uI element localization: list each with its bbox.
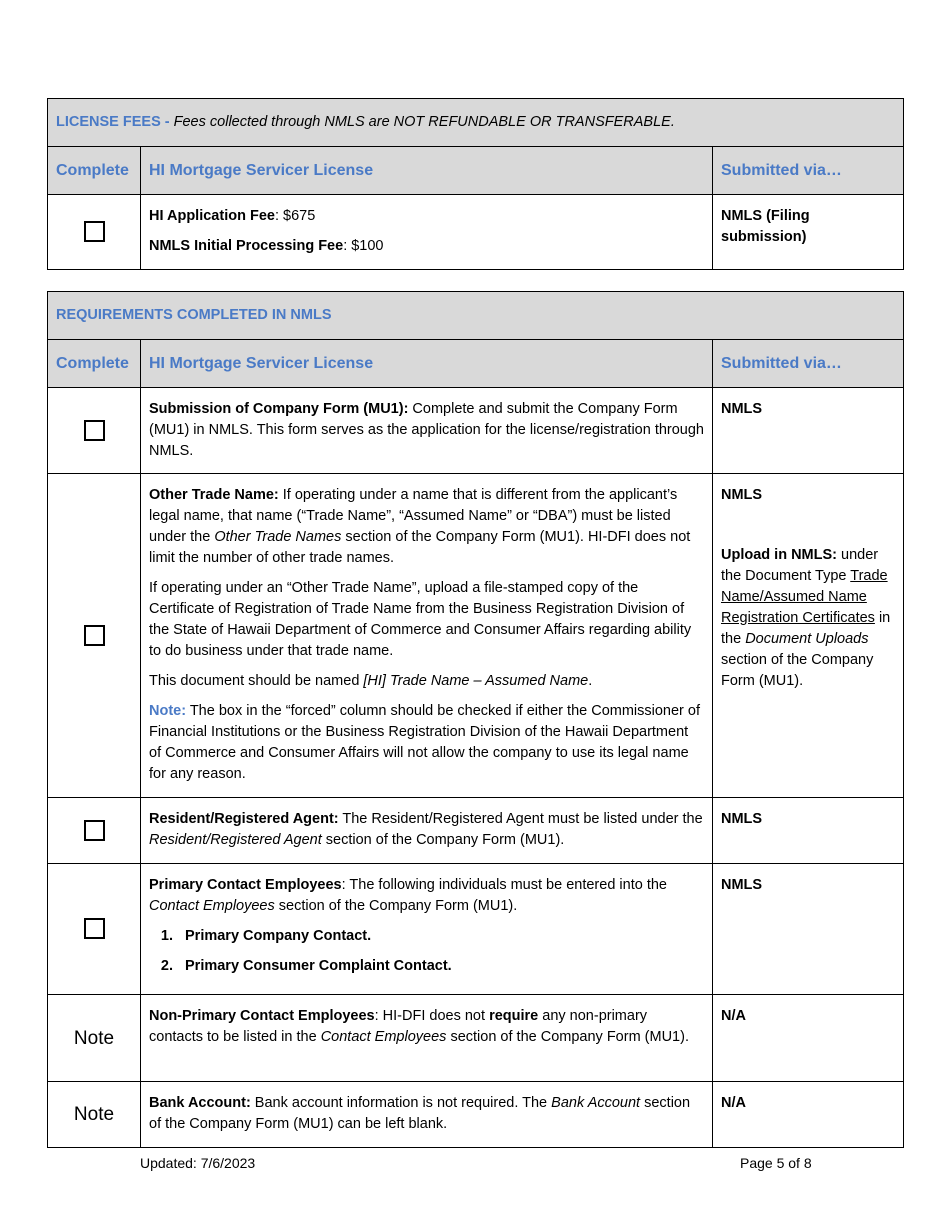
document-type-link: Trade Name/Assumed Name Registration Certificates bbox=[721, 568, 888, 626]
contacts-checkbox[interactable] bbox=[84, 918, 105, 939]
table-row bbox=[48, 474, 904, 798]
row-text: Complete and submit the Company Form (MU1) in NMLS. This form serves as the application for the license/registration through NMLS. bbox=[149, 401, 705, 459]
header-license: HI Mortgage Servicer License bbox=[141, 340, 713, 388]
row-submitted: NMLS bbox=[721, 487, 763, 503]
requirements-table bbox=[47, 291, 904, 1148]
header-complete: Complete bbox=[48, 340, 141, 388]
requirements-title: REQUIREMENTS COMPLETED IN NMLS bbox=[56, 307, 332, 323]
fee2-label: NMLS Initial Processing Fee bbox=[149, 238, 344, 254]
row-text: This document should be named bbox=[149, 673, 364, 689]
row-text: section of the Company Form (MU1). HI-DFI does not limit the number of other trade names. bbox=[149, 529, 691, 566]
row-label: Primary Contact Employees bbox=[149, 877, 342, 893]
upload-text: under the Document Type bbox=[721, 547, 879, 584]
row-submitted: N/A bbox=[721, 1095, 746, 1111]
row-text-bold: require bbox=[489, 1008, 539, 1024]
table-row bbox=[48, 1082, 904, 1148]
upload-label: Upload in NMLS: bbox=[721, 547, 837, 563]
row-text: . bbox=[588, 673, 593, 689]
requirements-banner bbox=[48, 292, 904, 340]
fee-details bbox=[141, 195, 713, 270]
note-text: The box in the “forced” column should be checked if either the Commissioner of Financial Institutions or the Business Registration Division of the Hawaii Department of Commerce and Consumer Affairs will not allow the company to use its legal name for any reason. bbox=[149, 703, 700, 782]
company-form-checkbox[interactable] bbox=[84, 420, 105, 441]
list-item: 2. Primary Consumer Complaint Contact. bbox=[177, 956, 704, 977]
row-text-italic: Resident/Registered Agent bbox=[149, 832, 322, 848]
row-text: section of the Company Form (MU1). bbox=[446, 1029, 689, 1045]
row-label: Bank Account: bbox=[149, 1095, 251, 1111]
fee2-value: : $100 bbox=[343, 238, 384, 254]
header-submitted: Submitted via… bbox=[713, 147, 904, 195]
footer-updated: Updated: 7/6/2023 bbox=[140, 1155, 256, 1171]
row-submitted: N/A bbox=[721, 1008, 746, 1024]
row-text-italic: [HI] Trade Name – Assumed Name bbox=[363, 673, 589, 689]
table-row bbox=[48, 864, 904, 995]
row-text-italic: Other Trade Names bbox=[214, 529, 342, 545]
note-label: Note: bbox=[149, 703, 187, 719]
table-row bbox=[48, 388, 904, 474]
upload-text: section of the Company Form (MU1). bbox=[721, 652, 874, 689]
row-text: Bank account information is not required. The bbox=[250, 1095, 552, 1111]
fee-checkbox-cell bbox=[48, 195, 141, 270]
agent-checkbox[interactable] bbox=[84, 820, 105, 841]
contact-list bbox=[177, 926, 704, 977]
row-text-italic: Contact Employees bbox=[149, 898, 275, 914]
row-text-italic: Contact Employees bbox=[320, 1029, 447, 1045]
note-marker: Note bbox=[48, 1082, 141, 1148]
fee-submitted: NMLS (Filing submission) bbox=[721, 208, 810, 245]
license-fees-subtitle: Fees collected through NMLS are NOT REFUNDABLE OR TRANSFERABLE. bbox=[173, 114, 675, 130]
list-item: 1. Primary Company Contact. bbox=[177, 926, 704, 947]
row-text: any non-primary contacts to be listed in the bbox=[149, 1008, 648, 1045]
row-submitted: NMLS bbox=[721, 401, 763, 417]
row-text: If operating under a name that is different from the applicant’s legal name, that name (“Trade Name”, “Assumed Name” or “DBA”) must be listed under the bbox=[149, 487, 678, 545]
row-label: Other Trade Name: bbox=[149, 487, 279, 503]
license-fees-table bbox=[47, 98, 904, 270]
row-submitted: NMLS bbox=[721, 811, 763, 827]
row-text: The Resident/Registered Agent must be listed under the bbox=[338, 811, 703, 827]
row-paragraph: If operating under an “Other Trade Name”, upload a file-stamped copy of the Certificate of Registration of Trade Name from the Business Registration Division of the State of Hawaii Department of Commerce and Consumer Affairs regarding ability to do business under that trade name. bbox=[149, 580, 692, 659]
row-label: Resident/Registered Agent: bbox=[149, 811, 339, 827]
row-text-italic: Bank Account bbox=[551, 1095, 641, 1111]
row-text: : The following individuals must be entered into the bbox=[341, 877, 667, 893]
row-label: Submission of Company Form (MU1): bbox=[149, 401, 409, 417]
upload-text-italic: Document Uploads bbox=[745, 631, 869, 647]
row-text: section of the Company Form (MU1) can be left blank. bbox=[149, 1095, 691, 1132]
table-row bbox=[48, 798, 904, 864]
header-submitted: Submitted via… bbox=[713, 340, 904, 388]
row-text: section of the Company Form (MU1). bbox=[321, 832, 565, 848]
row-text: : HI-DFI does not bbox=[374, 1008, 490, 1024]
header-license: HI Mortgage Servicer License bbox=[141, 147, 713, 195]
fee-checkbox[interactable] bbox=[84, 221, 105, 242]
row-submitted: NMLS bbox=[721, 877, 763, 893]
fee1-value: : $675 bbox=[274, 208, 316, 224]
row-text: section of the Company Form (MU1). bbox=[274, 898, 518, 914]
license-fees-title: LICENSE FEES - bbox=[56, 114, 174, 130]
table-row bbox=[48, 995, 904, 1082]
license-fees-banner bbox=[48, 99, 904, 147]
upload-text: in the bbox=[721, 610, 891, 647]
note-marker: Note bbox=[48, 995, 141, 1082]
row-label: Non-Primary Contact Employees bbox=[149, 1008, 375, 1024]
trade-name-checkbox[interactable] bbox=[84, 625, 105, 646]
footer-page-number: Page 5 of 8 bbox=[740, 1155, 812, 1171]
fee1-label: HI Application Fee bbox=[149, 208, 275, 224]
header-complete: Complete bbox=[48, 147, 141, 195]
